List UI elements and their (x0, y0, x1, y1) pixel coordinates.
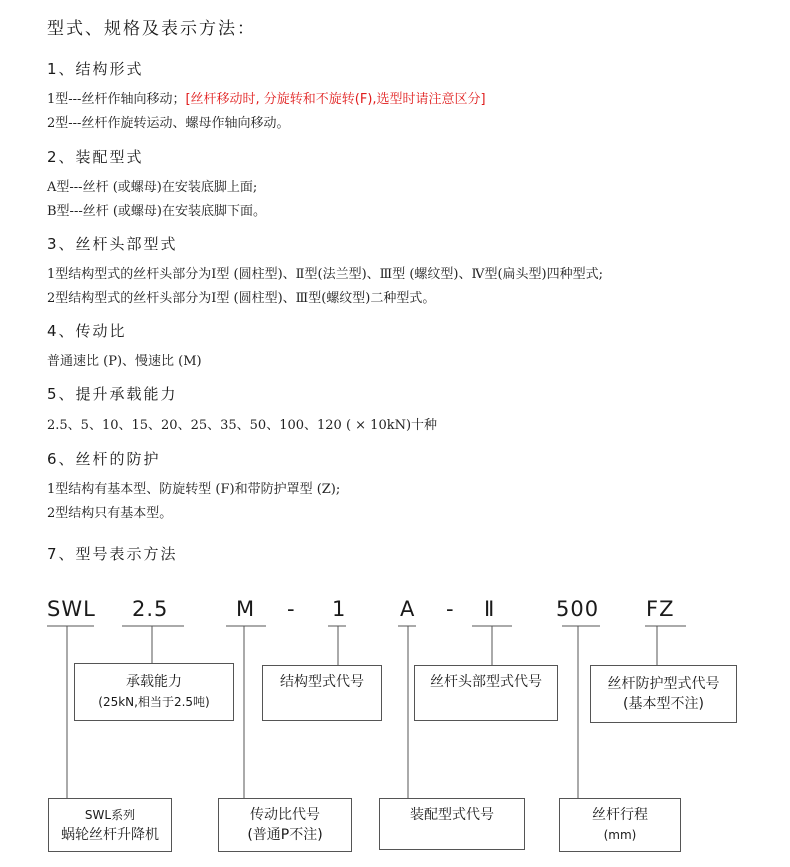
code-structure: 1 (332, 597, 347, 621)
box-series (48, 798, 172, 852)
section-5-line-1: 2.5、5、10、15、20、25、35、50、100、120 ( × 10kN)十种 (47, 418, 438, 433)
section-6-line-2: 2型结构只有基本型。 (47, 506, 173, 521)
code-dash-2: - (446, 597, 455, 621)
page-title: 型式、规格及表示方法： (47, 19, 256, 39)
section-2-line-1: A型---丝杆 (或螺母)在安装底脚上面; (47, 180, 258, 195)
section-6-heading: 6、丝杆的防护 (47, 450, 161, 468)
box-protection-label: 丝杆防护型式代号 (607, 676, 720, 692)
section-3-line-2: 2型结构型式的丝杆头部分为Ⅰ型 (圆柱型)、Ⅲ型(螺纹型)二种型式。 (47, 291, 436, 306)
section-1-heading: 1、结构形式 (47, 60, 144, 78)
code-swl: SWL (47, 597, 96, 621)
section-3-line-1: 1型结构型式的丝杆头部分为Ⅰ型 (圆柱型)、Ⅱ型(法兰型)、Ⅲ型 (螺纹型)、Ⅳ型(扁头型)四种型式; (47, 267, 603, 282)
section-4-line-1: 普通速比 (P)、慢速比 (M) (47, 354, 202, 369)
box-head (414, 665, 558, 721)
section-2-line-2: B型---丝杆 (或螺母)在安装底脚下面。 (47, 204, 267, 219)
box-capacity-label: 承载能力 (126, 674, 182, 690)
box-ratio-label: 传动比代号 (250, 807, 320, 823)
box-stroke-note: (mm) (603, 828, 637, 842)
code-ratio: M (236, 597, 256, 621)
code-dash-1: - (287, 597, 296, 621)
code-stroke: 500 (556, 597, 600, 621)
box-series-label: SWL系列 (84, 808, 136, 822)
box-head-label: 丝杆头部型式代号 (430, 674, 542, 690)
box-protection-note: (基本型不注) (623, 696, 704, 712)
box-stroke-label: 丝杆行程 (592, 807, 648, 823)
box-capacity (74, 663, 234, 721)
box-stroke (559, 798, 681, 852)
section-1-line-1-text: 1型---丝杆作轴向移动； (47, 92, 186, 107)
section-4-heading: 4、传动比 (47, 322, 127, 340)
section-5-heading: 5、提升承载能力 (47, 385, 178, 403)
box-protection (590, 665, 737, 723)
box-structure (262, 665, 382, 721)
box-assembly (379, 798, 525, 850)
box-series-note: 蜗轮丝杆升降机 (61, 827, 159, 843)
section-2-heading: 2、装配型式 (47, 148, 144, 166)
section-7-heading: 7、型号表示方法 (47, 545, 178, 563)
code-capacity: 2.5 (132, 597, 169, 621)
box-capacity-note: (25kN,相当于2.5吨) (98, 695, 210, 709)
section-1-warning-note: [丝杆移动时, 分旋转和不旋转(F),选型时请注意区分] (185, 92, 486, 107)
code-head: Ⅱ (484, 597, 496, 621)
code-protection: FZ (646, 597, 675, 621)
box-assembly-label: 装配型式代号 (410, 807, 494, 823)
code-assembly: A (400, 597, 416, 621)
box-ratio (218, 798, 352, 852)
section-1-line-2: 2型---丝杆作旋转运动、螺母作轴向移动。 (47, 116, 290, 131)
box-structure-label: 结构型式代号 (280, 674, 364, 690)
section-6-line-1: 1型结构有基本型、防旋转型 (F)和带防护罩型 (Z); (47, 482, 341, 497)
section-3-heading: 3、丝杆头部型式 (47, 235, 178, 253)
box-ratio-note: (普通P不注) (247, 827, 323, 843)
